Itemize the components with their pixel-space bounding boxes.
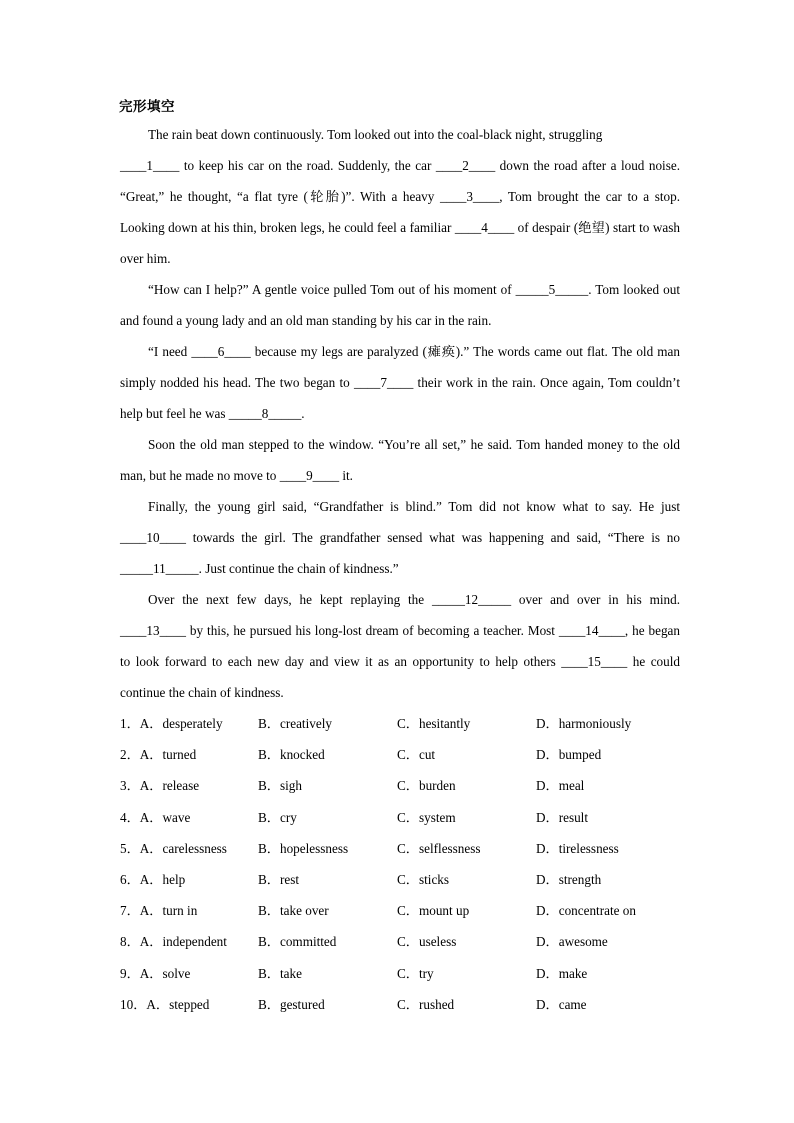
option-b: B．take xyxy=(258,965,302,981)
blank-13: ____13____ xyxy=(120,623,186,638)
paragraph-2 xyxy=(120,274,680,336)
text: because my legs are paralyzed (瘫痪).” The words came out flat. The old man simply nodded his head. The two began to xyxy=(120,344,680,390)
text: “How can I help?” A gentle voice pulled Tom out of his moment of xyxy=(148,282,516,297)
text: The rain beat down continuously. Tom looked out into the coal-black night, struggling xyxy=(148,127,603,142)
option-b: B．cry xyxy=(258,809,297,825)
text: down the road after a loud noise. “Great,” he thought, “a flat tyre (轮胎)”. With a heavy xyxy=(120,158,681,204)
text: it. xyxy=(339,468,353,483)
option-a: 2．A．turned xyxy=(120,747,197,763)
blank-15: ____15____ xyxy=(561,654,628,669)
question-row xyxy=(120,864,680,895)
answer-options xyxy=(120,708,680,1020)
paragraph-6 xyxy=(120,584,680,708)
option-b: B．take over xyxy=(258,903,329,919)
option-d: D．result xyxy=(536,809,589,825)
option-d: D．tirelessness xyxy=(536,840,619,856)
blank-11: _____11_____ xyxy=(120,561,199,576)
blank-7: ____7____ xyxy=(353,375,414,390)
option-a: 1．A．desperately xyxy=(120,716,223,731)
text: over and over in his mind. xyxy=(511,592,680,607)
text: Finally, the young girl said, “Grandfather is blind.” Tom did not know what to say. He just xyxy=(148,499,680,514)
blank-8: _____8_____ xyxy=(228,406,302,421)
text: to keep his car on the road. Suddenly, the car xyxy=(179,158,436,173)
blank-6: ____6____ xyxy=(191,344,251,359)
text: . Just continue the chain of kindness.” xyxy=(198,561,399,576)
option-c: C．selflessness xyxy=(397,840,481,856)
section-heading: 完形填空 xyxy=(119,99,175,115)
option-a: 3．A．release xyxy=(120,778,200,794)
question-row xyxy=(120,802,680,833)
blank-2: ____2____ xyxy=(435,158,496,173)
text: Over the next few days, he kept replaying the xyxy=(148,592,432,607)
document-page xyxy=(120,96,680,1020)
option-c: C．rushed xyxy=(397,996,455,1012)
option-d: D．awesome xyxy=(536,934,608,950)
blank-14: ____14____ xyxy=(558,623,625,638)
option-c: C．system xyxy=(397,809,456,825)
question-row xyxy=(120,833,680,864)
option-d: D．harmoniously xyxy=(536,716,632,731)
blank-3: ____3____ xyxy=(439,189,500,204)
option-c: C．cut xyxy=(397,747,436,763)
option-a: 5．A．carelessness xyxy=(120,840,227,856)
text: he could continue the chain of kindness. xyxy=(120,654,680,700)
text: . Tom looked out and found a young lady and an old man standing by his car in the rain. xyxy=(120,282,680,328)
option-c: C．burden xyxy=(397,778,456,794)
text: by this, he pursued his long-lost dream of becoming a teacher. Most xyxy=(185,623,559,638)
option-d: D．strength xyxy=(536,871,602,887)
text: . xyxy=(301,406,305,421)
option-d: D．concentrate on xyxy=(536,903,636,919)
text: their work in the rain. Once again, Tom couldn’t help but feel he was xyxy=(120,375,680,421)
option-a: 6．A．help xyxy=(120,871,186,887)
option-b: B．sigh xyxy=(258,778,302,794)
option-b: B．rest xyxy=(258,871,300,887)
paragraph-5 xyxy=(120,491,680,584)
option-b: B．hopelessness xyxy=(258,840,349,856)
option-a: 4．A．wave xyxy=(120,809,191,825)
blank-4: ____4____ xyxy=(454,220,515,235)
question-row xyxy=(120,926,680,957)
text: “I need xyxy=(148,344,192,359)
option-d: D．meal xyxy=(536,778,585,794)
text: Soon the old man stepped to the window. “You’re all set,” he said. Tom handed money to the old man, but he made no move to xyxy=(120,437,680,483)
question-row xyxy=(120,895,680,926)
option-d: D．make xyxy=(536,965,588,981)
text: of despair (绝望) start to wash over him. xyxy=(120,220,680,266)
option-a: 8．A．independent xyxy=(120,934,227,950)
blank-12: _____12_____ xyxy=(431,592,512,607)
text: , Tom brought the car to a stop. Looking down at his thin, broken legs, he could feel a familiar xyxy=(120,189,680,235)
paragraph-4 xyxy=(120,429,680,491)
option-a: 10．A．stepped xyxy=(120,996,210,1012)
question-row xyxy=(120,739,680,770)
blank-1: ____1____ xyxy=(120,158,180,173)
text: , he began to look forward to each new day and view it as an opportunity to help others xyxy=(120,623,681,669)
option-c: C．hesitantly xyxy=(397,716,471,731)
blank-10: ____10____ xyxy=(120,530,186,545)
paragraph-1 xyxy=(120,119,680,274)
option-c: C．useless xyxy=(397,934,457,950)
blank-5: _____5_____ xyxy=(515,282,589,297)
option-a: 9．A．solve xyxy=(120,965,191,981)
option-c: C．sticks xyxy=(397,871,450,887)
option-c: C．mount up xyxy=(397,903,470,919)
question-row xyxy=(120,770,680,801)
option-d: D．bumped xyxy=(536,747,602,763)
option-b: B．creatively xyxy=(258,716,332,731)
option-a: 7．A．turn in xyxy=(120,903,198,919)
paragraph-3 xyxy=(120,336,680,429)
question-row xyxy=(120,958,680,989)
text: towards the girl. The grandfather sensed what was happening and said, “There is no xyxy=(185,530,680,545)
question-row xyxy=(120,989,680,1020)
question-row xyxy=(120,708,680,739)
blank-9: ____9____ xyxy=(279,468,340,483)
option-c: C．try xyxy=(397,965,434,981)
option-b: B．committed xyxy=(258,934,337,950)
option-b: B．gestured xyxy=(258,996,325,1012)
option-b: B．knocked xyxy=(258,747,325,763)
option-d: D．came xyxy=(536,996,587,1012)
cloze-passage xyxy=(120,119,680,708)
